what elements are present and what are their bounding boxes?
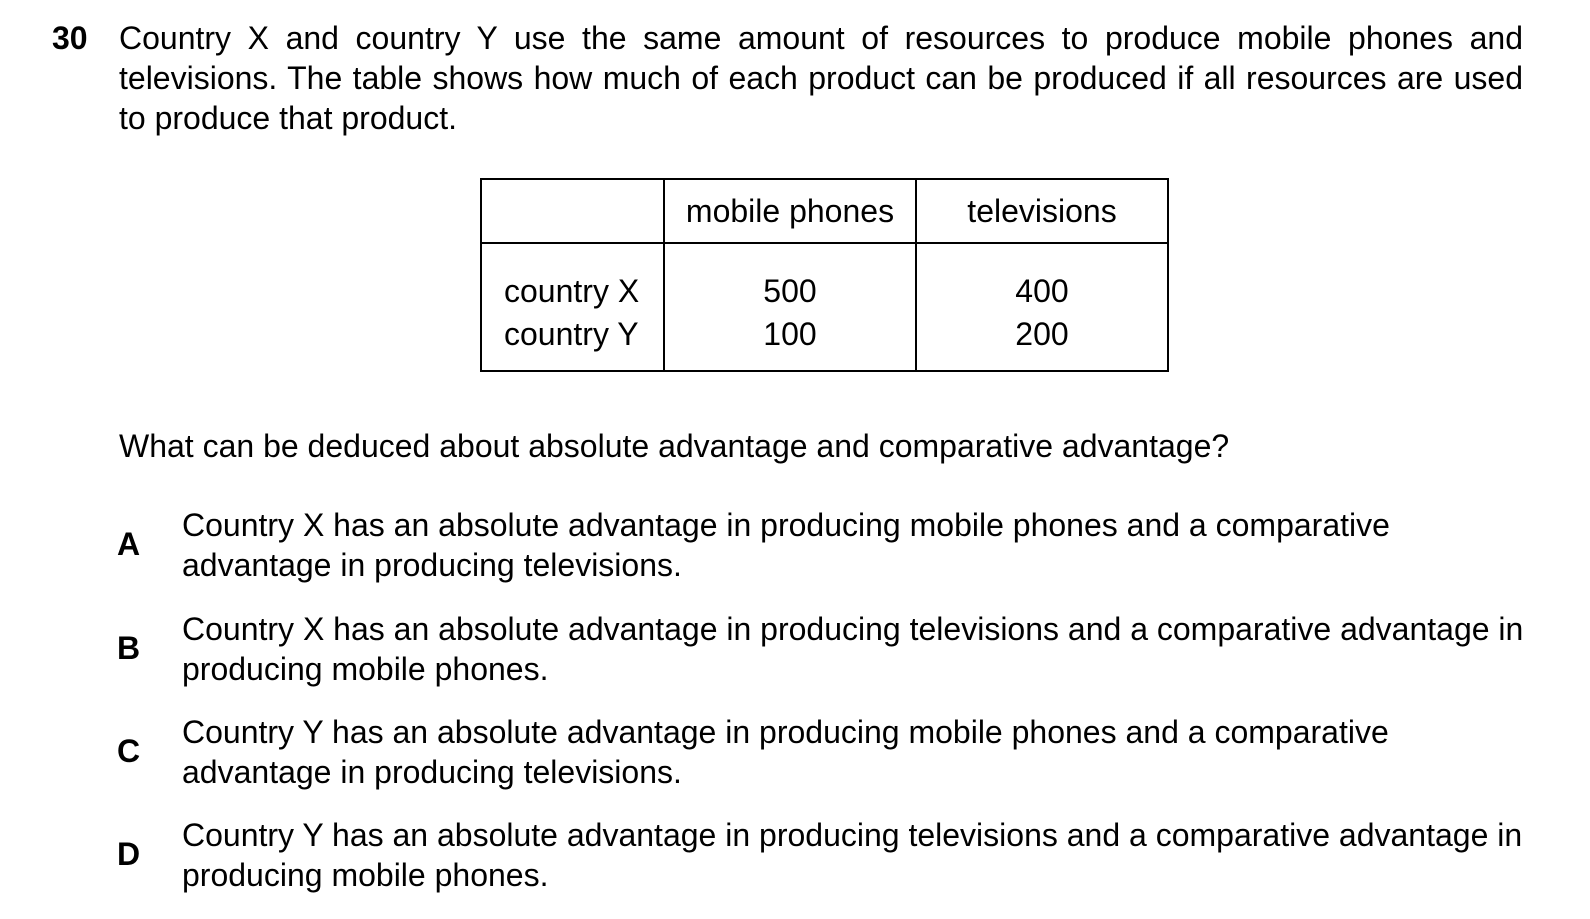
production-table — [480, 178, 1169, 372]
option-c-text[interactable]: Country Y has an absolute advantage in producing mobile phones and a comparative advantage in producing televisions. — [182, 714, 1389, 790]
option-b-text[interactable]: Country X has an absolute advantage in producing televisions and a comparative advantage in producing mobile phones. — [182, 611, 1524, 687]
option-d-text[interactable]: Country Y has an absolute advantage in producing televisions and a comparative advantage in producing mobile phones. — [182, 817, 1523, 893]
table-row — [481, 243, 1168, 314]
table-header-row — [481, 179, 1168, 243]
table-header-mobile-phones: mobile phones — [664, 179, 916, 243]
table-header-empty — [481, 179, 664, 243]
question-stem: Country X and country Y use the same amount of resources to produce mobile phones and televisions. The table shows how much of each product can be produced if all resources are used to produce that product. — [119, 20, 1523, 136]
table-cell-mobile-phones: 100 — [664, 314, 916, 371]
table-cell-country: country X — [481, 243, 664, 314]
option-c-letter[interactable]: C — [117, 733, 141, 769]
option-d-letter[interactable]: D — [117, 836, 141, 872]
table-header-televisions: televisions — [916, 179, 1168, 243]
table-row — [481, 314, 1168, 371]
question-number: 30 — [52, 20, 88, 56]
option-a-letter[interactable]: A — [117, 526, 141, 562]
table-cell-televisions: 400 — [916, 243, 1168, 314]
question-prompt: What can be deduced about absolute advantage and comparative advantage? — [119, 428, 1230, 464]
table-cell-country: country Y — [481, 314, 664, 371]
option-b-letter[interactable]: B — [117, 630, 141, 666]
option-a-text[interactable]: Country X has an absolute advantage in producing mobile phones and a comparative advantage in producing televisions. — [182, 507, 1390, 583]
table-cell-mobile-phones: 500 — [664, 243, 916, 314]
table-cell-televisions: 200 — [916, 314, 1168, 371]
